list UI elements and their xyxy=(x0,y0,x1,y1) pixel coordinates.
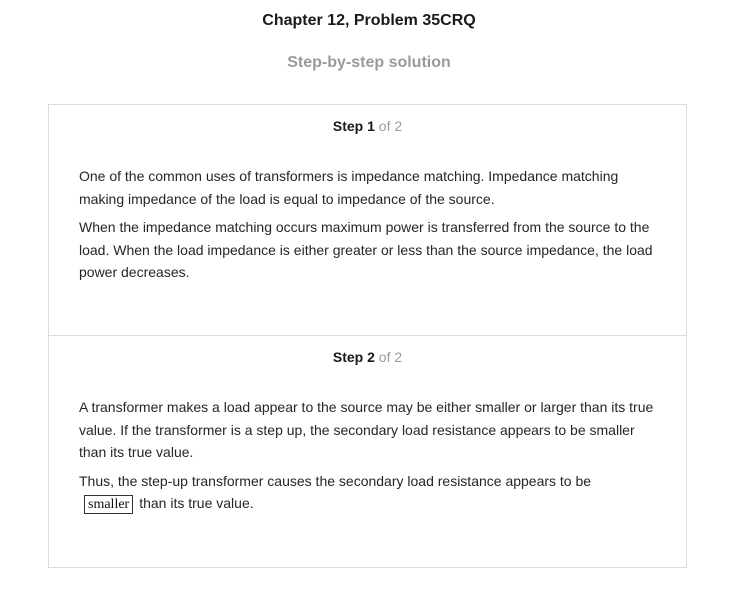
step-1-paragraph-2: When the impedance matching occurs maximum power is transferred from the source to the load. When the load impedance is either greater or less than the source impedance, the load power decreases. xyxy=(79,219,653,280)
step-total: of 2 xyxy=(378,118,403,134)
step-1-body xyxy=(79,165,664,290)
step-number: 1 xyxy=(367,118,375,134)
step-2-section xyxy=(49,336,686,568)
page-title: Chapter 12, Problem 35CRQ xyxy=(262,12,476,29)
step-label: Step xyxy=(332,349,364,365)
step-number: 2 xyxy=(367,349,375,365)
step-label: Step xyxy=(332,118,364,134)
step-1-paragraph-1: One of the common uses of transformers is impedance matching. Impedance matching making impedance of the load is equal to impedance of the source. xyxy=(79,168,619,207)
step-2-body xyxy=(79,396,664,521)
conclusion-suffix: than its true value. xyxy=(139,495,254,511)
final-answer-box: smaller xyxy=(84,495,133,514)
conclusion-prefix: Thus, the step-up transformer causes the secondary load resistance appears to be xyxy=(79,472,592,489)
step-total: of 2 xyxy=(378,349,403,365)
step-2-paragraph-1: A transformer makes a load appear to the source may be either smaller or larger than its true value. If the transformer is a step up, the secondary load resistance appears to be smaller than its true value. xyxy=(79,399,654,460)
step-2-conclusion xyxy=(79,470,664,515)
step-1-header xyxy=(49,118,686,134)
step-1-section xyxy=(49,105,686,336)
solution-subtitle: Step-by-step solution xyxy=(287,54,451,71)
solution-steps-container xyxy=(48,104,687,568)
step-2-header xyxy=(49,349,686,365)
